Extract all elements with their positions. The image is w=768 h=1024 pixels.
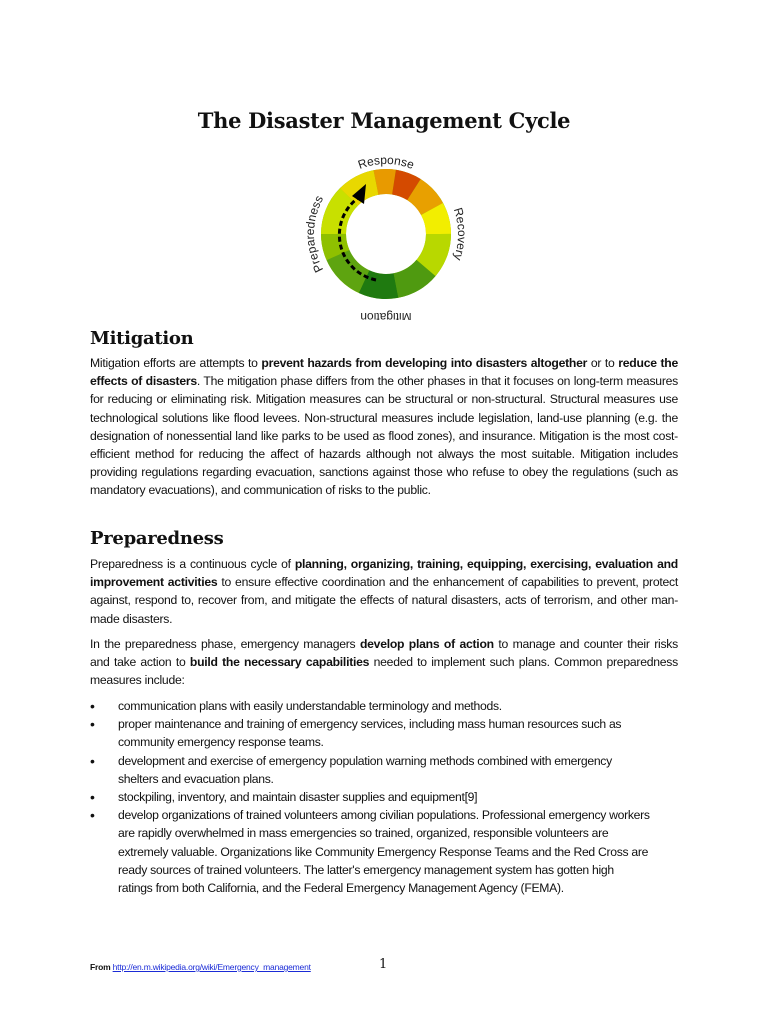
footer-prefix: From: [90, 962, 113, 972]
label-response: Response: [356, 152, 417, 172]
label-mitigation: Mitigation: [360, 310, 412, 320]
list-item: • develop organizations of trained volunteers among civilian populations. Professional emergency workers are rapidly overwhelmed in mass emergencies so trained, organized, responsible volunteers are extremely valuable. Organizations like Community Emergency Response Teams and the Red Cross are ready sources of trained volunteers. The latter's emergency management system has gotten high ratings from both California, and the Federal Emergency Management Agency (FEMA).: [90, 806, 650, 897]
footer-source: [90, 962, 311, 972]
mitigation-paragraph: Mitigation efforts are attempts to prevent hazards from developing into disasters altogether or to reduce the effects of disasters. The mitigation phase differs from the other phases in that it focuses on long-term measures for reducing or eliminating risk. Mitigation measures can be structural or non-structural. Structural measures use technological solutions like flood levees. Non-structural measures include legislation, land-use planning (e.g. the designation of nonessential land like parks to be used as flood zones), and insurance. Mitigation is the most cost-efficient method for reducing the affect of hazards although not always the most suitable. Mitigation includes providing regulations regarding evacuation, sanctions against those who refuse to obey the regulations (such as mandatory evacuations), and communication of risks to the public.: [90, 356, 679, 498]
label-recovery: Recovery: [450, 206, 470, 263]
preparedness-measures-list: [90, 697, 650, 897]
list-item: • communication plans with easily understandable terminology and methods.: [90, 697, 650, 715]
heading-mitigation: Mitigation: [90, 328, 194, 349]
disaster-cycle-diagram: [296, 148, 476, 320]
list-item: • proper maintenance and training of emergency services, including mass human resources such as community emergency response teams.: [90, 715, 650, 751]
preparedness-paragraph-1: Preparedness is a continuous cycle of planning, organizing, training, equipping, exercising, evaluation and improvement activities to ensure effective coordination and the enhancement of capabilities to prevent, protect against, respond to, recover from, and mitigate the effects of natural disasters, acts of terrorism, and other man-made disasters.: [90, 557, 678, 626]
cycle-ring-icon: [296, 148, 476, 320]
page-number: 1: [379, 957, 388, 972]
source-link[interactable]: http://en.m.wikipedia.org/wiki/Emergency_management: [112, 962, 311, 972]
heading-preparedness: Preparedness: [90, 528, 224, 549]
list-item: • stockpiling, inventory, and maintain disaster supplies and equipment[9]: [90, 788, 650, 806]
preparedness-paragraph-2: In the preparedness phase, emergency managers develop plans of action to manage and counter their risks and take action to build the necessary capabilities needed to implement such plans. Common preparedness measures include:: [90, 637, 678, 688]
page-title: The Disaster Management Cycle: [197, 108, 571, 133]
label-preparedness: Preparedness: [302, 193, 327, 275]
list-item: • development and exercise of emergency population warning methods combined with emergency shelters and evacuation plans.: [90, 752, 650, 788]
